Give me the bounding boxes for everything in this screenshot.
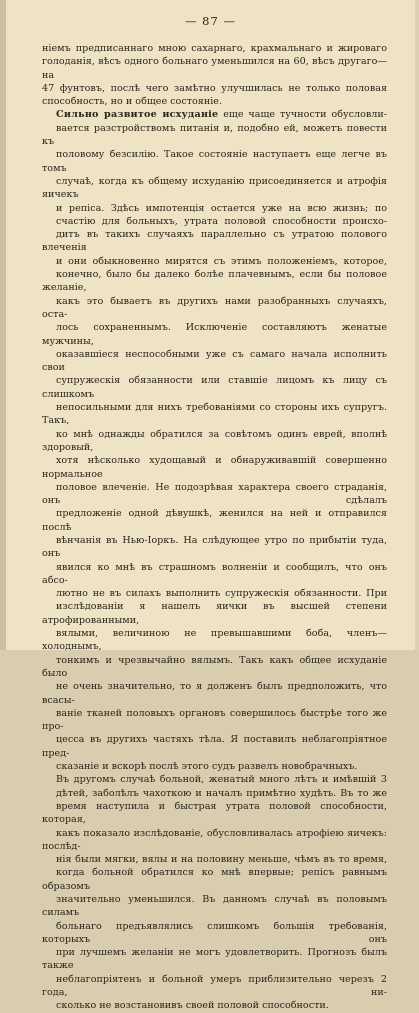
- text-line: значительно уменьшился. Въ данномъ случаѣ въ половымъ силамъ: [42, 894, 387, 919]
- paragraph-1: [42, 42, 387, 108]
- text-line: способность, но и общее состоянiе.: [42, 96, 223, 108]
- text-line: явился ко мнѣ въ страшномъ волненiи и сообщилъ, что онъ абсо-: [42, 561, 387, 586]
- text-line: нiя были мягки, вялы и на половину меньше, чѣмъ въ то время,: [56, 854, 387, 866]
- text-line: не очень значительно, то я долженъ былъ предположить, что всасы-: [42, 681, 387, 706]
- text-line: нiемъ предписаннаго мною сахарнаго, крахмальнаго и жироваго: [42, 43, 387, 54]
- lead-term: Сильно развитое исхуданiе: [56, 109, 219, 121]
- text-line: лютно не въ силахъ выполнить супружескiя обязанности. При: [56, 588, 387, 600]
- page-body: [42, 42, 387, 1013]
- text-line: какъ это бываетъ въ другихъ нами разобранныхъ случаяхъ, оста-: [42, 295, 387, 320]
- text-line: вѣнчанiя въ Нью-Іоркъ. На слѣдующее утро по прибытiи туда, онъ: [42, 534, 387, 560]
- text-line: супружескiя обязанности или ставшiе лицомъ къ лицу съ слишкомъ: [42, 375, 387, 400]
- text-line: цесса въ другихъ частяхъ тѣла. Я поставилъ неблагопрiятное пред-: [42, 734, 387, 759]
- text-line: сказанiе и вскорѣ послѣ этого судъ развелъ новобрачныхъ.: [56, 761, 358, 773]
- text-line: вается разстройствомъ питанiя и, подобно ей, можетъ повести къ: [42, 122, 387, 148]
- text-line: и репiса. Здѣсь импотенцiя остается уже на всю жизнь; по: [56, 202, 387, 214]
- text-line: сколько не возстановивъ своей половой способности.: [56, 1000, 329, 1012]
- text-line: какъ показало изслѣдованiе, обусловливалась атрофiею яичекъ: послѣд-: [42, 827, 387, 852]
- text-line: непосильными для нихъ требованiями со стороны ихъ супругъ. Такъ,: [42, 402, 387, 427]
- text-line: голоданiя, вѣсъ одного больнаго уменьшился на 60, вѣсъ другаго—на: [42, 56, 387, 81]
- text-line: Въ другомъ случаѣ больной, женатый много лѣтъ и имѣвшiй 3: [56, 774, 387, 786]
- text-line: изслѣдованiи я нашелъ яички въ высшей степени атрофированными,: [42, 601, 387, 626]
- text-line: при лучшемъ желанiи не могъ удовлетворить. Прогнозъ былъ также: [42, 947, 387, 972]
- text-line: Сильно развитое исхуданiе еще чаще тучности обусловли-: [56, 109, 387, 121]
- text-line: случаѣ, когда къ общему исхуданiю присоединяется и атрофiя яичекъ: [42, 175, 387, 201]
- text-line: оказавшiеся неспособными уже съ самаго начала исполнить свои: [42, 348, 387, 374]
- text-line: дитъ въ такихъ случаяхъ параллельно съ утратою полового влеченiя: [42, 229, 387, 254]
- text-line: больнаго предъявлялись слишкомъ большiя требованiя, которыхъ онъ: [42, 920, 387, 945]
- text-line: вялыми, величиною не превышавшими боба, членъ—холоднымъ,: [42, 628, 387, 653]
- text-line: и они обыкновенно мирятся съ этимъ положенiемъ, которое,: [56, 255, 387, 267]
- text-line: предложенiе одной дѣвушкѣ, женился на ней и отправился послѣ: [42, 508, 387, 533]
- text-line: конечно, было бы далеко болѣе плачевнымъ, если бы половое желанiе,: [42, 269, 387, 294]
- text-line: дѣтей, заболѣлъ чахоткою и началъ примѣтно худѣть. Въ то же: [56, 787, 387, 799]
- text-line: тонкимъ и чрезвычайно вялымъ. Такъ какъ общее исхуданiе было: [42, 654, 387, 679]
- text-line: половое влеченiе. Не подозрѣвая характера своего страданiя, онъ сдѣлалъ: [42, 481, 387, 507]
- text-line: время наступила и быстрая утрата половой способности, которая,: [42, 800, 387, 826]
- text-line: счастiю для больныхъ, утрата половой способности происхо-: [56, 215, 387, 227]
- text-line: ванiе тканей половыхъ органовъ совершилось быстрѣе того же про-: [42, 707, 387, 733]
- text-line: половому безсилiю. Такое состоянiе наступаетъ еще легче въ томъ: [42, 149, 387, 174]
- paragraph-3: [42, 773, 387, 1012]
- page-number: — 87 —: [185, 14, 236, 28]
- text-line: когда больной обратился ко мнѣ впервые; репiсъ равнымъ образомъ: [42, 867, 387, 892]
- text-line: 47 фунтовъ, послѣ чего замѣтно улучшилась не только половая: [42, 82, 387, 94]
- text-line: неблагопрiятенъ и больной умеръ приблизительно черезъ 2 года, ни-: [42, 973, 387, 999]
- text-line: хотя нѣсколько худощавый и обнаруживавшiй совершенно нормальное: [42, 455, 387, 480]
- text-line: ко мнѣ однажды обратился за совѣтомъ одинъ еврей, вполнѣ здоровый,: [42, 428, 387, 453]
- paragraph-2: [42, 108, 387, 773]
- text-line: лось сохраненнымъ. Исключенiе составляютъ женатые мужчины,: [42, 322, 387, 347]
